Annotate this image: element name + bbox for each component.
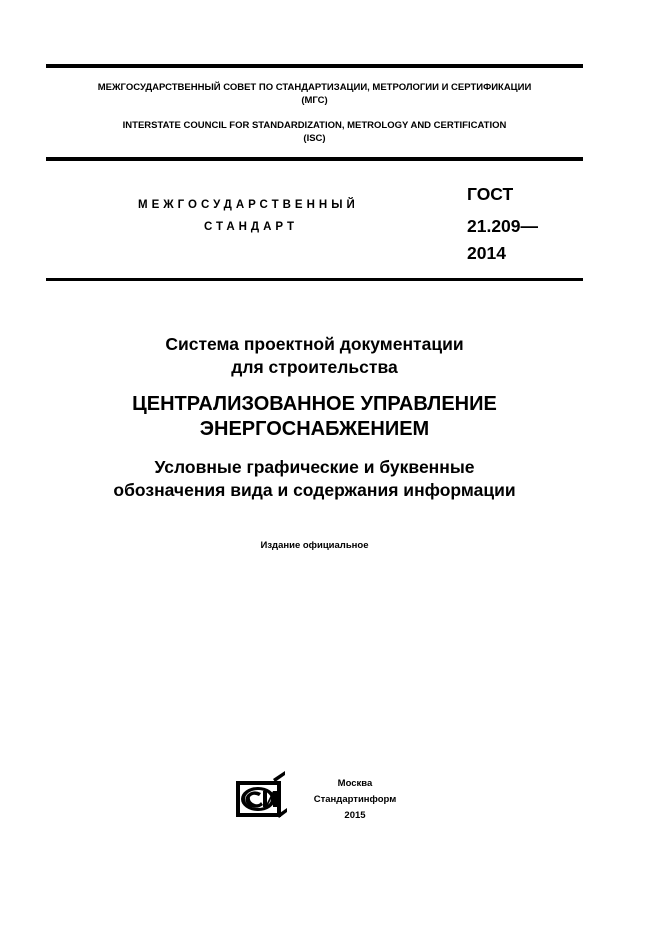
standard-kind-line2: СТАНДАРТ — [204, 221, 298, 233]
council-ru-abbr: (МГС) — [301, 95, 328, 106]
header-bottom-rule — [46, 157, 583, 161]
standard-kind-line1: МЕЖГОСУДАРСТВЕННЫЙ — [138, 199, 359, 211]
council-ru-line1: МЕЖГОСУДАРСТВЕННЫЙ СОВЕТ ПО СТАНДАРТИЗАЦИИ, МЕТРОЛОГИИ И СЕРТИФИКАЦИИ — [97, 82, 532, 93]
main-title-line1: ЦЕНТРАЛИЗОВАННОЕ УПРАВЛЕНИЕ — [132, 393, 497, 415]
gost-label: ГОСТ — [467, 184, 514, 204]
main-title-line2: ЭНЕРГОСНАБЖЕНИЕМ — [199, 418, 430, 440]
gost-number: 21.209— — [467, 216, 539, 236]
standartinform-logo-icon — [233, 771, 289, 821]
standard-bottom-rule — [46, 278, 583, 281]
main-title — [46, 392, 583, 442]
gost-year: 2014 — [467, 243, 506, 263]
subtitle — [46, 456, 583, 502]
council-en-abbr: (ISC) — [303, 133, 326, 144]
system-title-line2: для строительства — [231, 357, 398, 377]
council-en-line1: INTERSTATE COUNCIL FOR STANDARDIZATION, METROLOGY AND CERTIFICATION — [122, 120, 507, 131]
subtitle-line2: обозначения вида и содержания информации — [113, 480, 516, 500]
council-ru — [46, 81, 583, 107]
edition-note: Издание официальное — [260, 540, 369, 551]
council-en — [46, 119, 583, 145]
top-rule — [46, 64, 583, 68]
publisher-name: Стандартинформ — [313, 794, 397, 805]
system-title-line1: Система проектной документации — [165, 334, 464, 354]
subtitle-line1: Условные графические и буквенные — [154, 457, 475, 477]
system-title — [46, 333, 583, 379]
publisher-city: Москва — [337, 778, 373, 789]
publisher-year: 2015 — [344, 810, 366, 821]
